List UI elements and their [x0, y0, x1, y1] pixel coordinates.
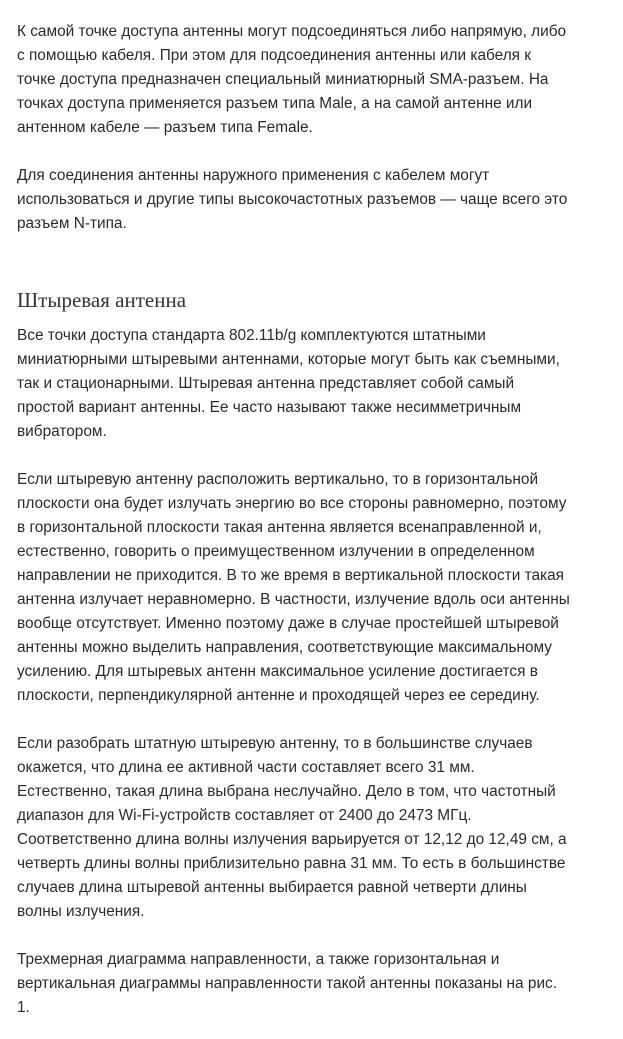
- paragraph-radiation-pattern: Если штыревую антенну расположить вертикально, то в горизонтальной плоскости она будет излучать энергию во все стороны равномерно, поэтому в горизонтальной плоскости такая антенна является всенаправленной и, естественно, говорить о преимущественном излучении в определенном направлении не приходится. В то же время в вертикальной плоскости такая антенна излучает неравномерно. В частности, излучение вдоль оси антенны вообще отсутствует. Именно поэтому даже в случае простейшей штыревой антенны можно выделить направления, соответствующие максимальному усилению. Для штыревых антенн максимальное усиление достигается в плоскости, перпендикулярной антенне и проходящей через ее середину.: [17, 471, 570, 704]
- paragraph-antenna-length: Если разобрать штатную штыревую антенну, то в большинстве случаев окажется, что длина ее активной части составляет всего 31 мм. Естественно, такая длина выбрана неслучайно. Дело в том, что частотный диапазон для Wi-Fi-устройств составляет от 2400 до 2473 МГц. Соответственно длина волны излучения варьируется от 12,12 до 12,49 см, а четверть длины волны приблизительно равна 31 мм. То есть в большинстве случаев длина штыревой антенны выбирается равной четверти длины волны излучения.: [17, 735, 567, 920]
- paragraph-connectors-intro: К самой точке доступа антенны могут подсоединяться либо напрямую, либо с помощью кабеля. При этом для подсоединения антенны или кабеля к точке доступа предназначен специальный миниатюрный SMA-разъем. На точках доступа применяется разъем типа Male, а на самой антенне или антенном кабеле — разъем типа Female.: [17, 23, 567, 136]
- section-title: Штыревая антенна: [17, 288, 187, 312]
- paragraph-connectors-types: Для соединения антенны наружного применения с кабелем могут использоваться и другие типы высокочастотных разъемов — чаще всего это разъем N-типа.: [17, 167, 568, 232]
- paragraph-figure-reference: Трехмерная диаграмма направленности, а также горизонтальная и вертикальная диаграммы направленности такой антенны показаны на рис. 1.: [17, 951, 558, 1016]
- paragraph-whip-antenna-intro: Все точки доступа стандарта 802.11b/g комплектуются штатными миниатюрными штыревыми антеннами, которые могут быть как съемными, так и стационарными. Штыревая антенна представляет собой самый простой вариант антенны. Ее часто называют также несимметричным вибратором.: [17, 327, 560, 440]
